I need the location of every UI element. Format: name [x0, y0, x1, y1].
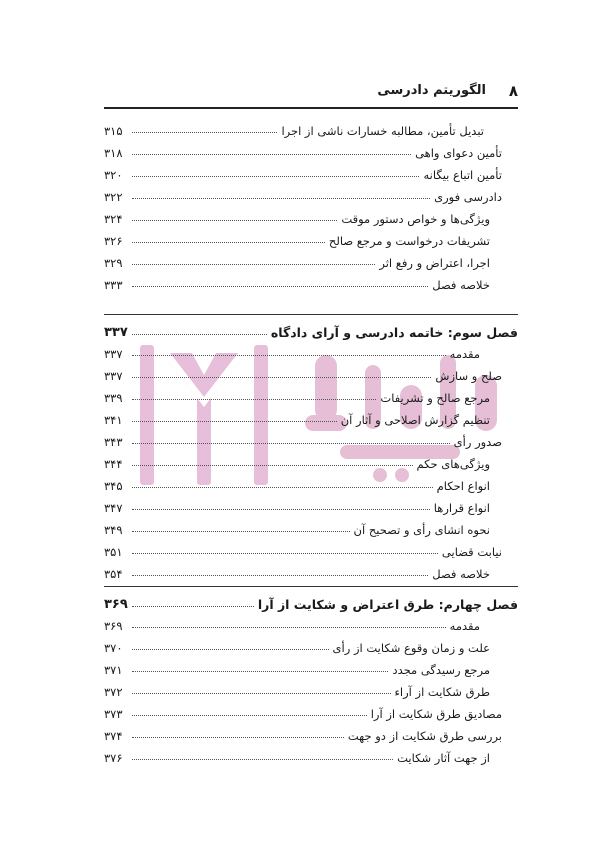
toc-entry: مقدمه ۳۳۷: [104, 347, 480, 361]
running-header: [104, 82, 518, 104]
dot-leader: [132, 671, 388, 672]
dot-leader: [132, 759, 393, 760]
toc-entry: ویژگی‌های حکم ۳۴۴: [104, 457, 490, 471]
dot-leader: [132, 487, 433, 488]
dot-leader: [132, 443, 450, 444]
dot-leader: [132, 286, 428, 287]
chapter-divider: [104, 586, 518, 587]
chapter-divider: [104, 314, 518, 315]
toc-entry: اجرا، اعتراض و رفع اثر ۳۲۹: [104, 256, 490, 270]
dot-leader: [132, 334, 267, 335]
dot-leader: [132, 715, 367, 716]
book-title: الگوریتم دادرسی: [377, 83, 486, 98]
toc-entry: مصادیق طرق شکایت از آرا ۳۷۳: [104, 707, 502, 721]
dot-leader: [132, 465, 413, 466]
toc-entry: نحوه انشای رأی و تصحیح آن ۳۴۹: [104, 523, 490, 537]
dot-leader: [132, 355, 446, 356]
dot-leader: [132, 220, 337, 221]
toc-entry: دادرسی فوری ۳۲۲: [104, 190, 502, 204]
toc-entry: تأمین دعوای واهی ۳۱۸: [104, 146, 502, 160]
toc-entry: تبدیل تأمین، مطالبه خسارات ناشی از اجرا ۳۱۵: [104, 124, 484, 138]
dot-leader: [132, 176, 419, 177]
toc-entry: مقدمه ۳۶۹: [104, 619, 480, 633]
toc-entry: از جهت آثار شکایت ۳۷۶: [104, 751, 490, 765]
dot-leader: [132, 242, 325, 243]
toc-entry: صلح و سازش ۳۳۷: [104, 369, 502, 383]
dot-leader: [132, 154, 411, 155]
toc-entry: طرق شکایت از آراء ۳۷۲: [104, 685, 490, 699]
toc-entry: علت و زمان وقوع شکایت از رأی ۳۷۰: [104, 641, 490, 655]
toc-entry: مرجع صالح و تشریفات ۳۳۹: [104, 391, 490, 405]
toc-entry: خلاصه فصل ۳۵۴: [104, 567, 490, 581]
dot-leader: [132, 693, 391, 694]
dot-leader: [132, 627, 446, 628]
toc-entry: ویژگی‌ها و خواص دستور موقت ۳۲۴: [104, 212, 490, 226]
dot-leader: [132, 132, 277, 133]
chapter-heading: فصل سوم: خاتمه دادرسی و آرای دادگاه ۳۳۷: [104, 325, 518, 340]
toc-entry: تنظیم گزارش اصلاحی و آثار آن ۳۴۱: [104, 413, 490, 427]
toc-entry: خلاصه فصل ۳۳۳: [104, 278, 490, 292]
dot-leader: [132, 264, 375, 265]
dot-leader: [132, 737, 344, 738]
dot-leader: [132, 649, 329, 650]
toc-entry: مرجع رسیدگی مجدد ۳۷۱: [104, 663, 490, 677]
toc-entry: انواع قرارها ۳۴۷: [104, 501, 490, 515]
toc-entry: صدور رأی ۳۴۳: [104, 435, 502, 449]
dot-leader: [132, 509, 430, 510]
toc-entry: تشریفات درخواست و مرجع صالح ۳۲۶: [104, 234, 490, 248]
toc-entry: نیابت قضایی ۳۵۱: [104, 545, 502, 559]
page-number: ۸: [508, 82, 518, 100]
toc-entry: انواع احکام ۳۴۵: [104, 479, 490, 493]
chapter-heading: فصل چهارم: طرق اعتراض و شکایت از آرا ۳۶۹: [104, 597, 518, 612]
dot-leader: [132, 606, 254, 607]
dot-leader: [132, 399, 376, 400]
header-divider: [104, 107, 518, 109]
toc-entry: تأمین اتباع بیگانه ۳۲۰: [104, 168, 502, 182]
dot-leader: [132, 421, 337, 422]
toc-entry: بررسی طرق شکایت از دو جهت ۳۷۴: [104, 729, 502, 743]
dot-leader: [132, 553, 438, 554]
dot-leader: [132, 575, 428, 576]
dot-leader: [132, 198, 430, 199]
dot-leader: [132, 377, 431, 378]
dot-leader: [132, 531, 350, 532]
